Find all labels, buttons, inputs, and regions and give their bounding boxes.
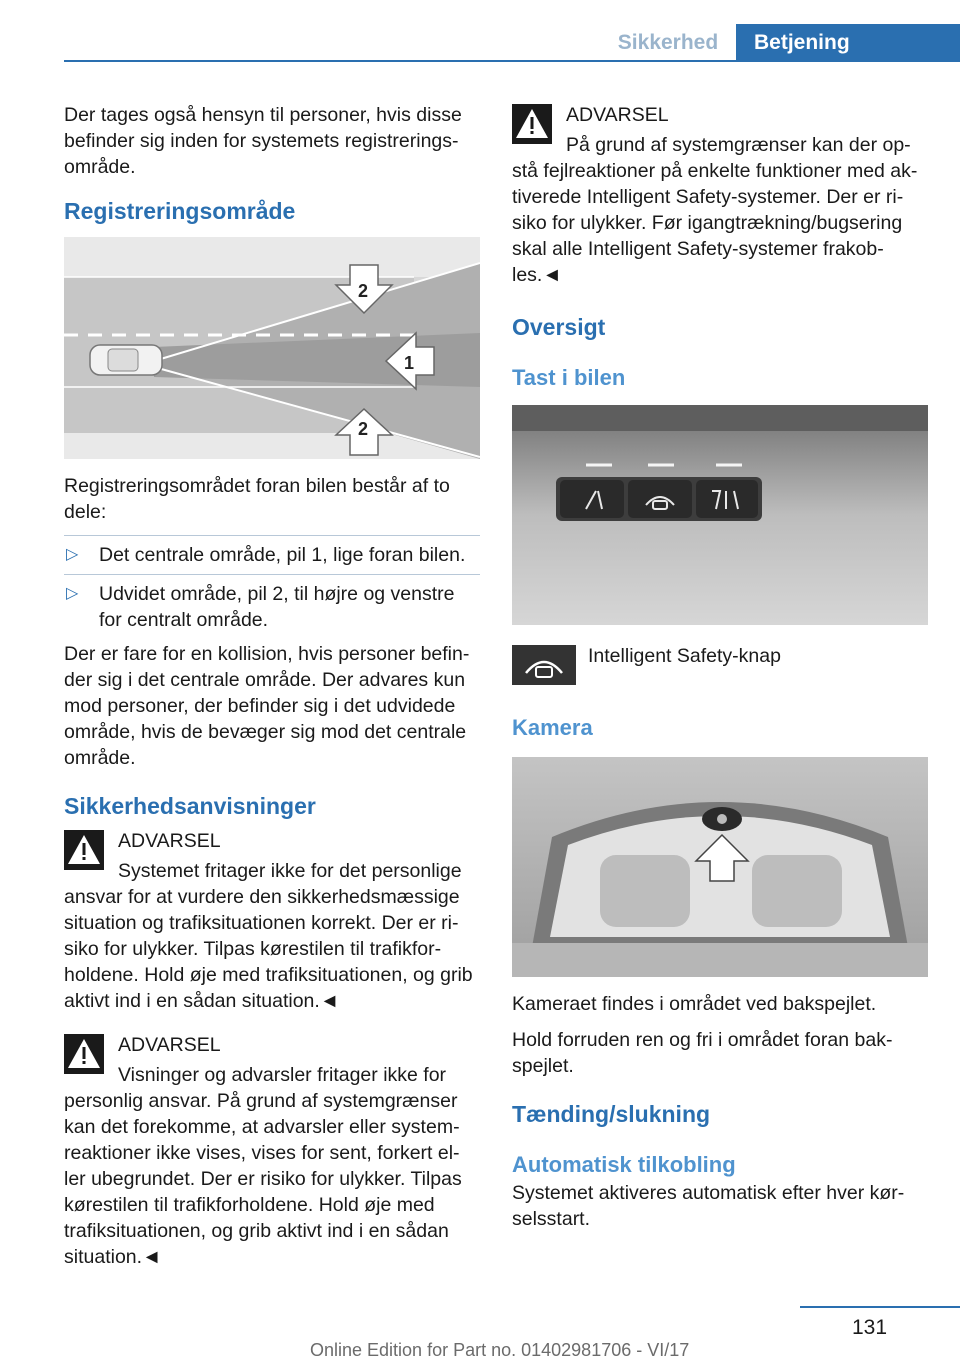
edition-footer: Online Edition for Part no. 01402981706 - VI/17 bbox=[310, 1340, 690, 1360]
button-panel-photo bbox=[512, 405, 928, 625]
triangle-right-icon: ▷ bbox=[66, 546, 79, 563]
triangle-right-icon: ▷ bbox=[66, 585, 79, 602]
heading-kamera: Kamera bbox=[512, 715, 593, 740]
header-rule bbox=[64, 60, 960, 62]
warning-block-3 bbox=[512, 102, 928, 288]
warning-triangle-icon bbox=[64, 830, 104, 870]
tab-sikkerhed[interactable]: Sikkerhed bbox=[617, 31, 719, 54]
list-divider bbox=[64, 535, 480, 536]
intelligent-safety-icon bbox=[512, 645, 576, 685]
warning-text: Visninger og advarsler fritager ikke for personlig ansvar. På grund af systemgrænser kan det forekomme, at advarsler eller system-reaktioner ikke vises, vises for sent, forkert el-ler ubegrundet. Der er risiko for ulykker. Tilpas kørestilen til trafikforholdene. Hold øje med trafiksituationen, og grib aktivt ind i en sådan situation.◄ bbox=[64, 1064, 462, 1268]
arrow-2-bottom-label: 2 bbox=[358, 419, 369, 439]
warning-text: På grund af systemgrænser kan der op-stå fejlreaktioner på enkelte funktioner med ak-tiverede Intelligent Safety-systemer. Der er ri-siko for ulykker. Før igangtrækning/bugsering skal alle Intelligent Safety-systemer frakob-les.◄ bbox=[512, 134, 918, 286]
fare-paragraph: Der er fare for en kollision, hvis personer befin-der sig i det centrale område. Der advares kun mod personer, der befinder sig i det udvidede område, hvis de bevæger sig mod det centrale område. bbox=[64, 643, 470, 769]
heading-registreringsomraade: Registreringsområde bbox=[64, 198, 296, 224]
page-number: 131 bbox=[852, 1316, 888, 1339]
arrow-2-top-label: 2 bbox=[358, 281, 369, 301]
warning-title: ADVARSEL bbox=[566, 104, 669, 126]
warning-text: Systemet fritager ikke for det personlige ansvar for at vurdere den sikkerhedsmæssige situation og trafiksituationen korrekt. Der er ri-siko for ulykker. Tilpas kørestilen til trafikfor-holdene. Hold øje med trafiksituationen, og grib aktivt ind i en sådan situation.◄ bbox=[64, 860, 473, 1012]
warning-block-2 bbox=[64, 1032, 480, 1270]
kamera-text-2: Hold forruden ren og fri i området foran bak-spejlet. bbox=[512, 1029, 893, 1077]
intelligent-safety-button bbox=[628, 480, 692, 518]
arrow-1-label: 1 bbox=[404, 353, 415, 373]
heading-sikkerhedsanvisninger: Sikkerhedsanvisninger bbox=[64, 793, 316, 819]
kamera-text-1: Kameraet findes i området ved bakspejlet. bbox=[512, 993, 877, 1015]
heading-tast-i-bilen: Tast i bilen bbox=[512, 365, 626, 390]
list-item: ▷ Udvidet område, pil 2, til højre og venstre for centralt område. bbox=[64, 574, 480, 633]
intro-paragraph: Der tages også hensyn til personer, hvis disse befinder sig inden for systemets registrerings-område. bbox=[64, 104, 462, 178]
warning-title: ADVARSEL bbox=[118, 830, 221, 852]
heading-oversigt: Oversigt bbox=[512, 314, 606, 340]
heading-automatisk-tilkobling: Automatisk tilkobling bbox=[512, 1152, 736, 1177]
detection-area-diagram bbox=[64, 237, 480, 459]
camera-location-photo bbox=[512, 757, 928, 977]
page-number-rule bbox=[800, 1306, 960, 1308]
zone-list bbox=[64, 542, 480, 633]
warning-triangle-icon bbox=[64, 1034, 104, 1074]
safety-button-label: Intelligent Safety-knap bbox=[588, 645, 781, 667]
car-icon bbox=[90, 345, 162, 375]
warning-block-1 bbox=[64, 828, 480, 1014]
warning-triangle-icon bbox=[512, 104, 552, 144]
list-item: ▷ Det centrale område, pil 1, lige foran bilen. bbox=[66, 544, 466, 566]
safety-button-legend bbox=[512, 643, 928, 689]
warning-title: ADVARSEL bbox=[118, 1034, 221, 1056]
registrering-text: Registreringsområdet foran bilen består af to dele: bbox=[64, 475, 450, 523]
auto-text: Systemet aktiveres automatisk efter hver kør-selsstart. bbox=[512, 1182, 905, 1230]
right-column bbox=[512, 102, 928, 1242]
tab-betjening[interactable]: Betjening bbox=[736, 24, 960, 62]
left-column bbox=[64, 102, 480, 1270]
heading-taending-slukning: Tænding/slukning bbox=[512, 1101, 711, 1127]
